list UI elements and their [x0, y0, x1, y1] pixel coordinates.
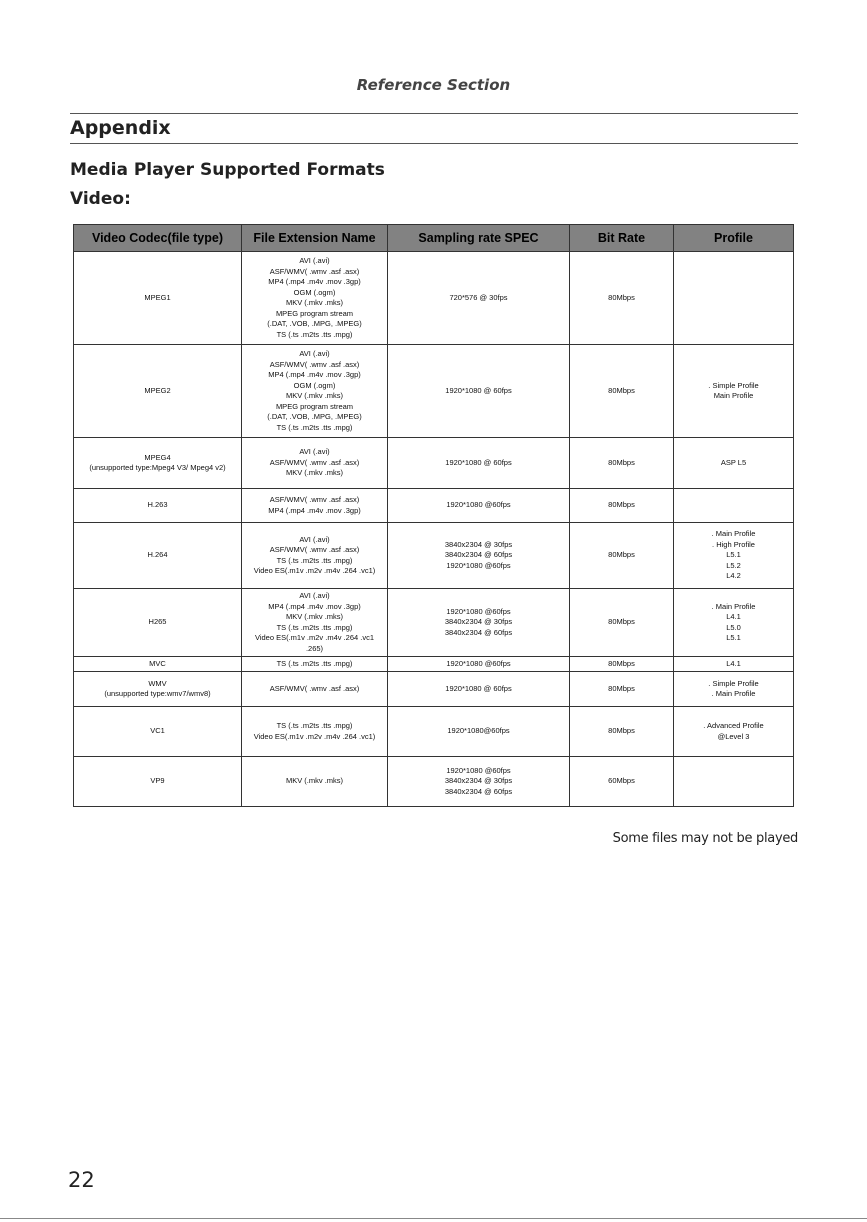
sampling-cell: 720*576 @ 30fps — [388, 252, 570, 345]
title-rule-bottom — [70, 143, 798, 144]
table-row — [74, 523, 794, 589]
title-rule-top — [70, 113, 798, 114]
codec-cell: MPEG4 (unsupported type:Mpeg4 V3/ Mpeg4 v2) — [74, 438, 242, 489]
page-number: 22 — [68, 1168, 95, 1192]
profile-cell — [674, 252, 794, 345]
extension-cell: MKV (.mkv .mks) — [242, 757, 388, 807]
codec-cell: WMV (unsupported type:wmv7/wmv8) — [74, 672, 242, 707]
bitrate-cell: 80Mbps — [570, 657, 674, 672]
table-row — [74, 252, 794, 345]
playback-note: Some files may not be played — [612, 831, 798, 846]
header-extension: File Extension Name — [242, 225, 388, 252]
bitrate-cell: 80Mbps — [570, 438, 674, 489]
sampling-cell: 1920*1080 @60fps 3840x2304 @ 30fps 3840x2304 @ 60fps — [388, 589, 570, 657]
extension-cell: AVI (.avi) ASF/WMV( .wmv .asf .asx) MP4 (.mp4 .m4v .mov .3gp) OGM (.ogm) MKV (.mkv .mks) MPEG program stream (.DAT, .VOB, .MPG, .MPEG) TS (.ts .m2ts .tts .mpg) — [242, 345, 388, 438]
bitrate-cell: 80Mbps — [570, 489, 674, 523]
extension-cell: ASF/WMV( .wmv .asf .asx) MP4 (.mp4 .m4v .mov .3gp) — [242, 489, 388, 523]
bitrate-cell: 80Mbps — [570, 707, 674, 757]
codec-cell: H.263 — [74, 489, 242, 523]
codec-cell: MVC — [74, 657, 242, 672]
profile-cell: ASP L5 — [674, 438, 794, 489]
table-row — [74, 438, 794, 489]
codec-cell: MPEG1 — [74, 252, 242, 345]
header-profile: Profile — [674, 225, 794, 252]
table-row — [74, 657, 794, 672]
profile-cell: L4.1 — [674, 657, 794, 672]
bitrate-cell: 80Mbps — [570, 345, 674, 438]
sampling-cell: 3840x2304 @ 30fps 3840x2304 @ 60fps 1920*1080 @60fps — [388, 523, 570, 589]
bitrate-cell: 60Mbps — [570, 757, 674, 807]
codec-cell: MPEG2 — [74, 345, 242, 438]
page-bottom-rule — [0, 1218, 867, 1219]
table-row — [74, 489, 794, 523]
table-row — [74, 672, 794, 707]
codec-cell: H.264 — [74, 523, 242, 589]
extension-cell: TS (.ts .m2ts .tts .mpg) — [242, 657, 388, 672]
codec-cell: VC1 — [74, 707, 242, 757]
table-row — [74, 589, 794, 657]
section-header: Reference Section — [356, 76, 511, 94]
extension-cell: AVI (.avi) ASF/WMV( .wmv .asf .asx) MKV (.mkv .mks) — [242, 438, 388, 489]
codec-cell: H265 — [74, 589, 242, 657]
video-heading: Video: — [70, 189, 131, 209]
extension-cell: AVI (.avi) ASF/WMV( .wmv .asf .asx) MP4 (.mp4 .m4v .mov .3gp) OGM (.ogm) MKV (.mkv .mks) MPEG program stream (.DAT, .VOB, .MPG, .MPEG) TS (.ts .m2ts .tts .mpg) — [242, 252, 388, 345]
table-row — [74, 707, 794, 757]
profile-cell — [674, 757, 794, 807]
media-formats-heading: Media Player Supported Formats — [70, 160, 385, 180]
sampling-cell: 1920*1080 @ 60fps — [388, 438, 570, 489]
profile-cell: . Simple Profile . Main Profile — [674, 672, 794, 707]
bitrate-cell: 80Mbps — [570, 523, 674, 589]
profile-cell: . Main Profile L4.1 L5.0 L5.1 — [674, 589, 794, 657]
table-row — [74, 757, 794, 807]
sampling-cell: 1920*1080 @ 60fps — [388, 672, 570, 707]
profile-cell: . Advanced Profile @Level 3 — [674, 707, 794, 757]
video-formats-table — [73, 224, 794, 807]
extension-cell: ASF/WMV( .wmv .asf .asx) — [242, 672, 388, 707]
extension-cell: AVI (.avi) MP4 (.mp4 .m4v .mov .3gp) MKV (.mkv .mks) TS (.ts .m2ts .tts .mpg) Video ES(.m1v .m2v .m4v .264 .vc1 .265) — [242, 589, 388, 657]
extension-cell: TS (.ts .m2ts .tts .mpg) Video ES(.m1v .m2v .m4v .264 .vc1) — [242, 707, 388, 757]
header-sampling: Sampling rate SPEC — [388, 225, 570, 252]
codec-cell: VP9 — [74, 757, 242, 807]
bitrate-cell: 80Mbps — [570, 589, 674, 657]
extension-cell: AVI (.avi) ASF/WMV( .wmv .asf .asx) TS (.ts .m2ts .tts .mpg) Video ES(.m1v .m2v .m4v .264 .vc1) — [242, 523, 388, 589]
bitrate-cell: 80Mbps — [570, 672, 674, 707]
sampling-cell: 1920*1080 @60fps — [388, 657, 570, 672]
appendix-title: Appendix — [70, 117, 171, 139]
table-header-row — [74, 225, 794, 252]
sampling-cell: 1920*1080@60fps — [388, 707, 570, 757]
bitrate-cell: 80Mbps — [570, 252, 674, 345]
profile-cell — [674, 489, 794, 523]
header-codec: Video Codec(file type) — [74, 225, 242, 252]
sampling-cell: 1920*1080 @60fps — [388, 489, 570, 523]
table-row — [74, 345, 794, 438]
profile-cell: . Main Profile . High Profile L5.1 L5.2 L4.2 — [674, 523, 794, 589]
profile-cell: . Simple Profile Main Profile — [674, 345, 794, 438]
sampling-cell: 1920*1080 @60fps 3840x2304 @ 30fps 3840x2304 @ 60fps — [388, 757, 570, 807]
header-bitrate: Bit Rate — [570, 225, 674, 252]
sampling-cell: 1920*1080 @ 60fps — [388, 345, 570, 438]
